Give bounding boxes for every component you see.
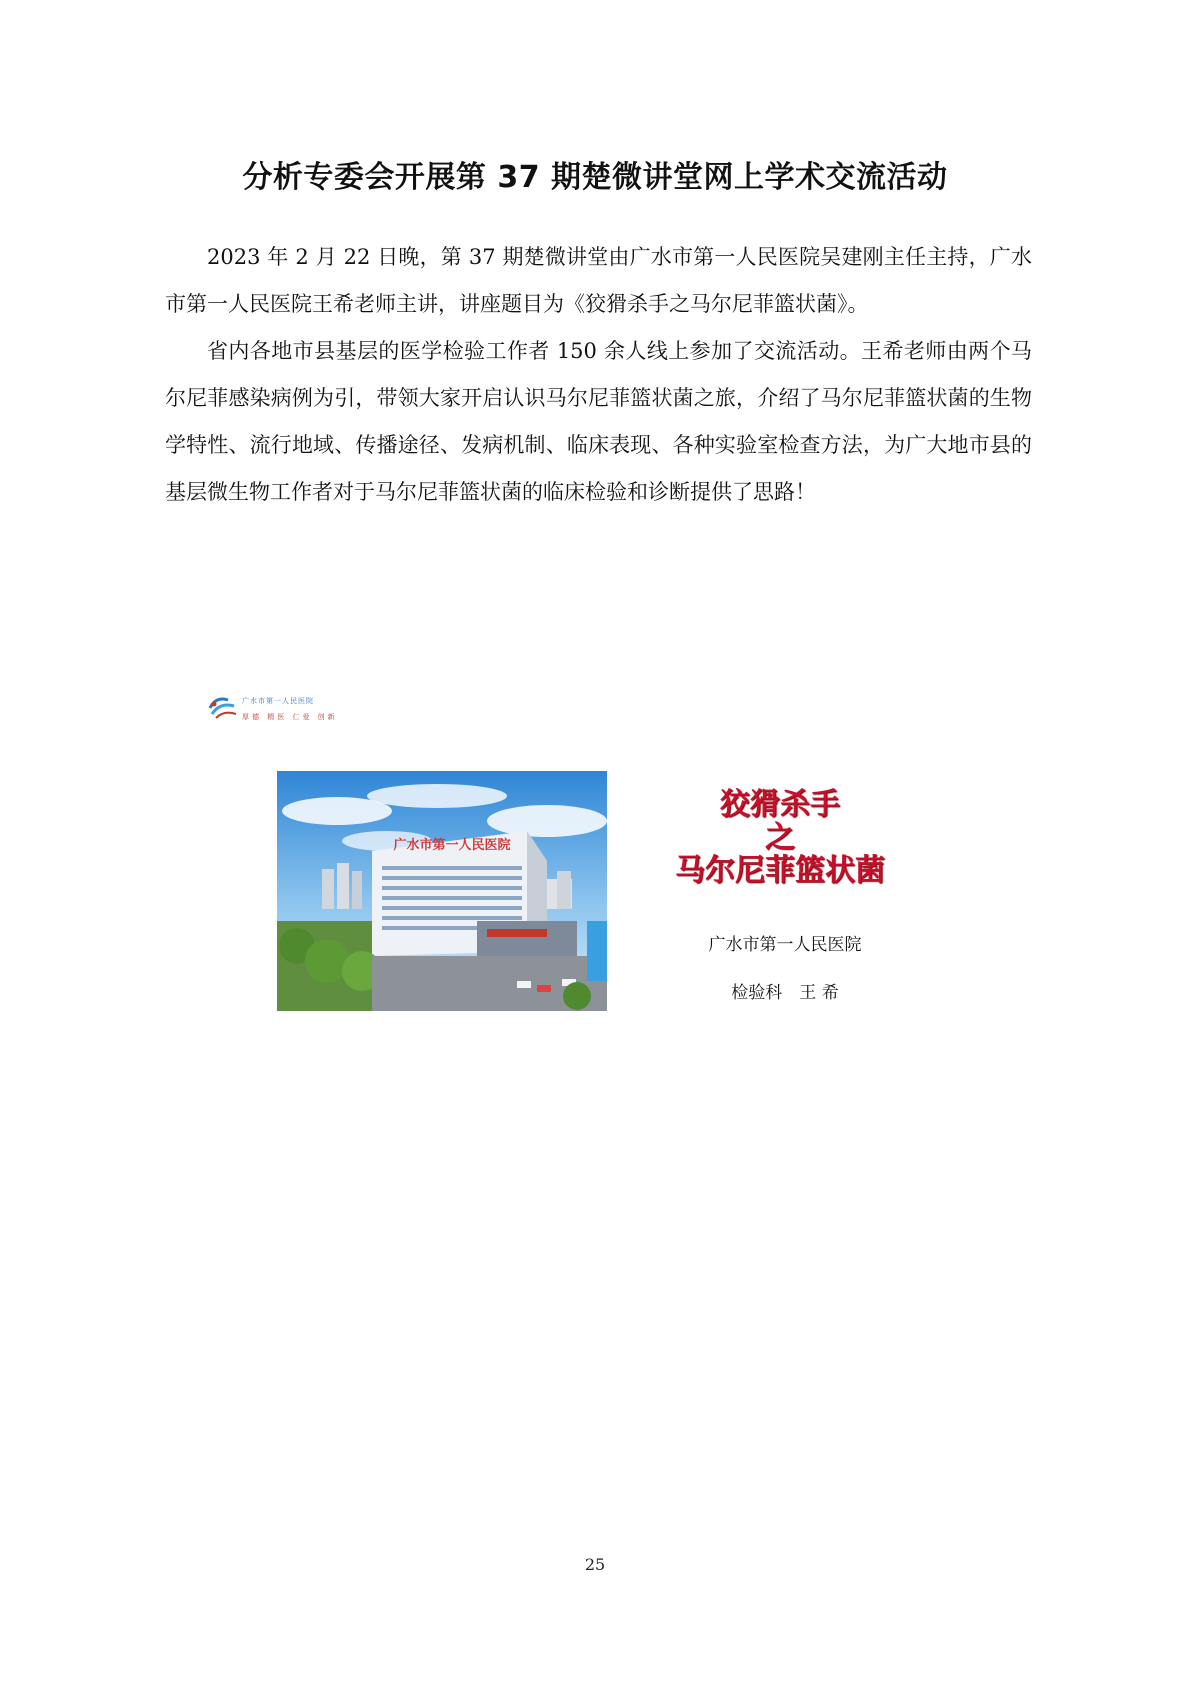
slide-organization: 广水市第一人民医院 — [708, 935, 862, 955]
slide-title-line-2: 之 — [765, 820, 795, 855]
hospital-logo — [206, 694, 336, 722]
logo-text: 广水市第一人民医院 — [242, 697, 314, 705]
article-body-paragraph-1 — [165, 234, 1032, 328]
page-title: 分析专委会开展第 37 期楚微讲堂网上学术交流活动 — [242, 160, 948, 195]
hospital-logo-icon — [206, 694, 240, 722]
hospital-building-illustration — [277, 771, 607, 1011]
slide-title-line-1: 狡猾杀手 — [720, 787, 840, 822]
lecture-slide-image — [200, 690, 990, 1020]
logo-slogan: 厚德 精医 仁爱 创新 — [242, 713, 338, 721]
slide-title-line-3: 马尔尼菲篮状菌 — [675, 853, 885, 888]
paragraph-2: 省内各地市县基层的医学检验工作者 150 余人线上参加了交流活动。王希老师由两个马尔尼菲感染病例为引，带领大家开启认识马尔尼菲篮状菌之旅，介绍了马尔尼菲篮状菌的生物学特性、流行地域、传播途径、发病机制、临床表现、各种实验室检查方法，为广大地市县的基层微生物工作者对于马尔尼菲篮状菌的临床检验和诊断提供了思路！ — [165, 339, 1032, 504]
slide-title — [630, 788, 930, 887]
hospital-building-photo — [277, 771, 607, 1011]
paragraph-1: 2023 年 2 月 22 日晚，第 37 期楚微讲堂由广水市第一人民医院吴建刚主任主持，广水市第一人民医院王希老师主讲，讲座题目为《狡猾杀手之马尔尼菲篮状菌》。 — [165, 245, 1032, 316]
slide-department-speaker: 检验科 王 希 — [731, 983, 839, 1003]
building-sign-text: 广水市第一人民医院 — [393, 838, 511, 853]
page-number: 25 — [584, 1555, 606, 1574]
article-body-paragraph-2 — [165, 328, 1032, 516]
